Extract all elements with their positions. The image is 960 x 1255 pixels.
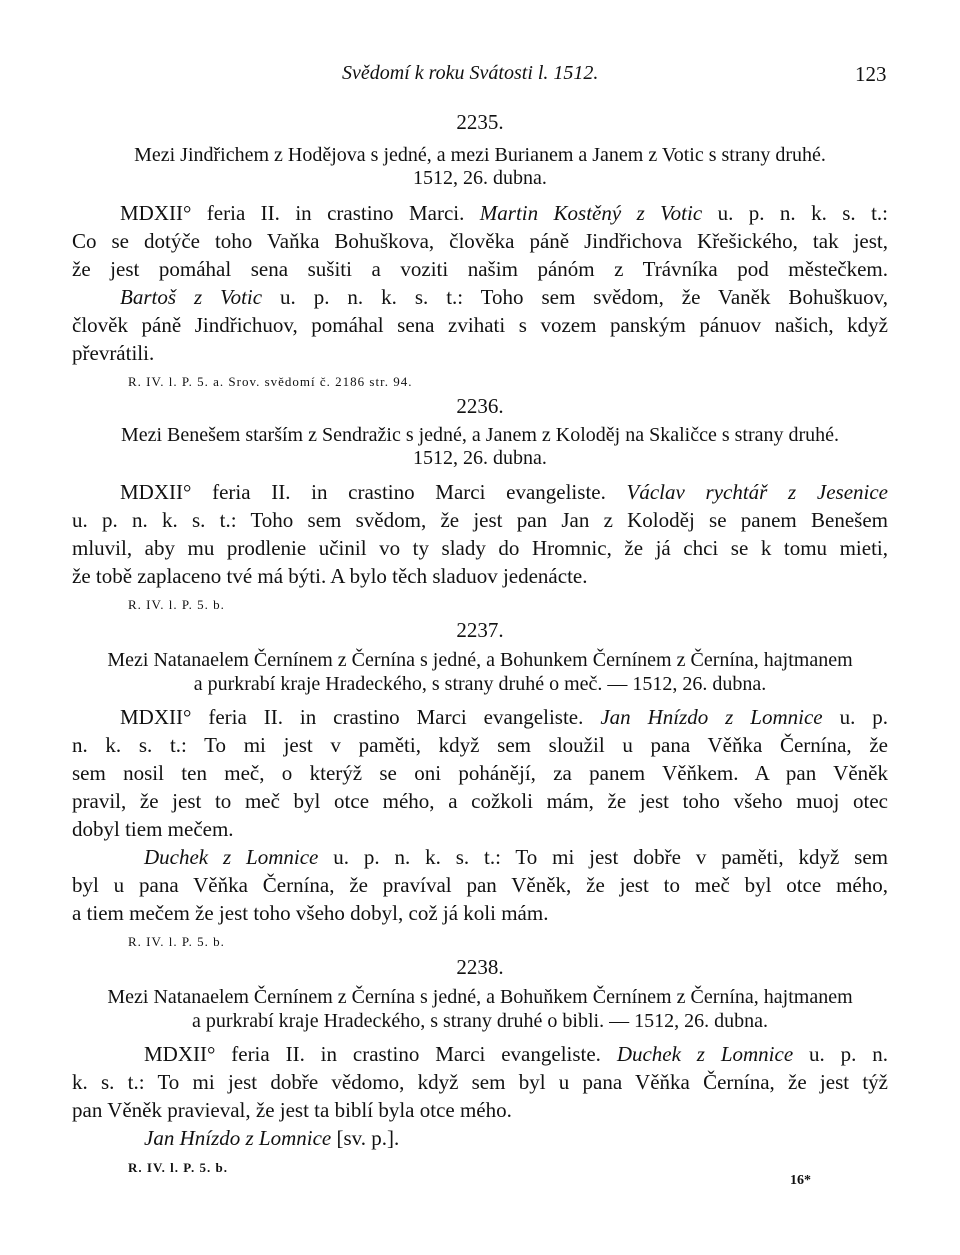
archive-reference: R. IV. l. P. 5. b.	[128, 1160, 228, 1175]
entry-line: MDXII° feria II. in crastino Marci. Martin Kostěný z Votic u. p. n. k. s. t.:	[120, 201, 889, 225]
entry-date: 1512, 26. dubna.	[413, 447, 547, 469]
entry-line: k. s. t.: To mi jest dobře vědomo, když sem byl u pana Věňka Černína, že jest týž	[72, 1070, 888, 1094]
entry-heading: Mezi Jindřichem z Hodějova s jedné, a mezi Burianem a Janem z Votic s strany druhé.	[134, 144, 826, 166]
entry-line: dobyl tiem mečem.	[72, 817, 234, 841]
entry-number: 2237.	[456, 618, 504, 642]
entry-line: MDXII° feria II. in crastino Marci evangeliste. Václav rychtář z Jesenice	[120, 480, 888, 504]
entry-line: že jest pomáhal sena sušiti a voziti našim pánóm z Trávníka pod městečkem.	[72, 257, 888, 281]
page-number: 123	[855, 62, 887, 86]
entry-heading: Mezi Natanaelem Černínem z Černína s jedné, a Bohunkem Černínem z Černína, hajtmanem	[107, 649, 853, 671]
entry-line: mluvil, aby mu prodlenie učinil vo ty slady do Hromnic, že já chci se k tomu mieti,	[72, 536, 888, 560]
entry-line: n. k. s. t.: To mi jest v paměti, když sem sloužil u pana Věňka Černína, že	[72, 733, 888, 757]
running-header-title: Svědomí k roku Svátosti l. 1512.	[342, 62, 599, 84]
archive-reference: R. IV. l. P. 5. b.	[128, 934, 225, 949]
entry-line: převrátili.	[72, 341, 155, 365]
entry-number: 2235.	[456, 110, 504, 134]
entry-heading: Mezi Natanaelem Černínem z Černína s jedné, a Bohuňkem Černínem z Černína, hajtmanem	[107, 986, 853, 1008]
entry-date: 1512, 26. dubna.	[413, 167, 547, 189]
entry-heading-cont: a purkrabí kraje Hradeckého, s strany druhé o meč. — 1512, 26. dubna.	[193, 673, 767, 695]
entry-line: Jan Hnízdo z Lomnice [sv. p.].	[144, 1126, 400, 1150]
entry-line: a tiem mečem že jest toho všeho dobyl, což já koli mám.	[72, 901, 549, 925]
entry-number: 2238.	[456, 955, 504, 979]
entry-line: sem nosil ten meč, o kterýž se oni pohánějí, za panem Věňkem. A pan Věněk	[72, 761, 888, 785]
entry-line: že tobě zaplaceno tvé má býti. A bylo těch sladuov jedenácte.	[72, 564, 588, 588]
archive-reference: R. IV. l. P. 5. a. Srov. svědomí č. 2186 str. 94.	[128, 374, 413, 389]
entry-line: u. p. n. k. s. t.: Toho sem svědom, že jest pan Jan z Koloděj se panem Benešem	[72, 508, 888, 532]
entry-line: Co se dotýče toho Vaňka Bohuškova, člověka páně Jindřichova Křešického, tak jest,	[72, 229, 888, 253]
entry-heading: Mezi Benešem starším z Sendražic s jedné, a Janem z Koloděj na Skaličce s strany druhé.	[120, 424, 840, 446]
entry-line: Bartoš z Votic u. p. n. k. s. t.: Toho sem svědom, že Vaněk Bohuškuov,	[120, 285, 888, 309]
entry-line: pravil, že jest to meč byl otce mého, a cožkoli mám, že jest toho všeho muoj otec	[72, 789, 888, 813]
archive-reference: R. IV. l. P. 5. b.	[128, 597, 225, 612]
entry-number: 2236.	[456, 394, 504, 418]
entry-line: MDXII° feria II. in crastino Marci evangeliste. Duchek z Lomnice u. p. n.	[144, 1042, 889, 1066]
signature-mark: 16*	[790, 1173, 811, 1188]
entry-heading-cont: a purkrabí kraje Hradeckého, s strany druhé o bibli. — 1512, 26. dubna.	[192, 1010, 768, 1032]
entry-line: pan Věněk pravieval, že jest ta biblí byla otce mého.	[72, 1098, 512, 1122]
entry-line: člověk páně Jindřichuov, pomáhal sena zvihati s vozem panským pánuov našich, když	[72, 313, 888, 337]
entry-line: byl u pana Věňka Černína, že pravíval pan Věněk, že jest to meč byl otce mého,	[72, 873, 888, 897]
entry-line: MDXII° feria II. in crastino Marci evangeliste. Jan Hnízdo z Lomnice u. p.	[120, 705, 888, 729]
entry-line: Duchek z Lomnice u. p. n. k. s. t.: To mi jest dobře v paměti, když sem	[144, 845, 888, 869]
